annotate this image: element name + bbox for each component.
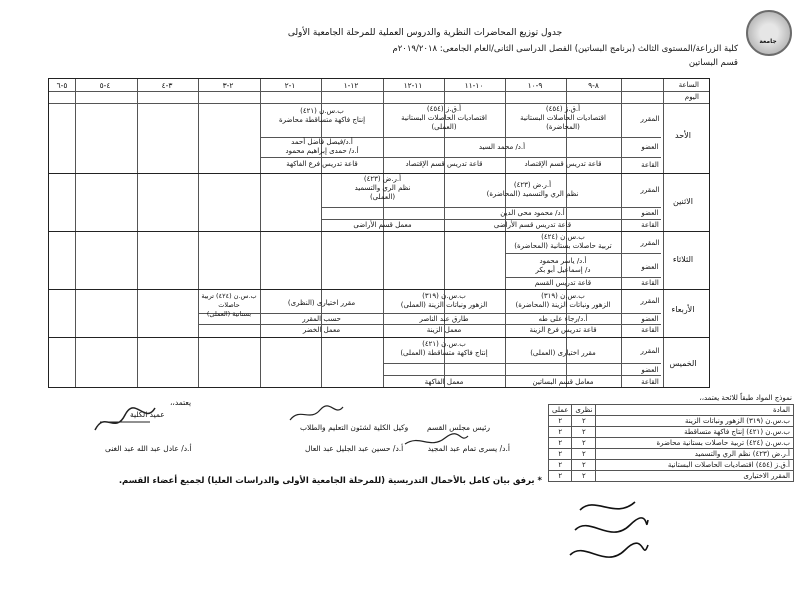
row-label-course: المقرر (640, 115, 660, 123)
corner-hour: الساعة (678, 81, 699, 89)
legend-header: نظرى (572, 405, 596, 416)
vice-dean-signature (285, 402, 345, 426)
course-block: ب.س.ن (٤٢١) إنتاج فاكهة متساقطة (العملى) (400, 340, 488, 357)
row-label-course: المقرر (640, 347, 660, 355)
day-monday: الاثنين (673, 197, 693, 206)
row-label-course: المقرر (640, 186, 660, 194)
dean-approve: يعتمد،، (170, 398, 192, 407)
table-row: المقرر الاختيارى ٢ ٢ (549, 471, 794, 482)
footnote: * يرفق بيان كامل بالأحمال التدريسية (للمرحلة الجامعية الأولى والدراسات العليا) لجميع أعضاء القسم. (118, 476, 542, 486)
header-subtitle: كلية الزراعة/المستوى الثالث (برنامج البساتين) الفصل الدراسى الثانى/العام الجامعى: ٢٠١٩/٢٠١٨م (392, 44, 738, 54)
table-row: ب.س.ن (٣١٩) الزهور ونباتات الزينة ٢ ٢ (549, 416, 794, 427)
department-head-title: رئيس مجلس القسم (426, 423, 490, 432)
table-row: أ.ق.ز (٤٥٤) اقتصاديات الحاصلات البستانية ٢ ٢ (549, 460, 794, 471)
slot-header: ٣-٤ (161, 81, 173, 90)
member-cell: حسب المقرر (302, 315, 341, 323)
timetable (48, 78, 710, 388)
member-cell: أ.د/رجاء على طه (538, 315, 588, 323)
legend-caption: نموذج المواد طبقاً للائحة يعتمد،، (699, 394, 792, 402)
slot-header: ٤-٥ (99, 81, 111, 90)
slot-header: ١-٢ (284, 81, 296, 90)
course-block: أ.ر.ض (٤٢٣) نظم الري والتسميد (العملى) (354, 175, 411, 201)
dean-title: عميد الكلية (130, 410, 165, 419)
university-logo (746, 10, 792, 56)
vice-dean-name: أ.د/ حسين عبد الجليل عبد العال (305, 444, 404, 453)
slot-header: ١١-١٢ (403, 81, 423, 90)
hall-cell: قاعة تدريس القسم (534, 279, 592, 287)
day-thursday: الخميس (669, 359, 697, 368)
row-label-hall: القاعة (641, 378, 659, 386)
slot-header: ١٠-١١ (464, 81, 484, 90)
course-block: مقرر اختيارى (النظرى) (287, 299, 356, 307)
hall-cell: قاعة تدريس قسم الإقتصاد (405, 160, 483, 168)
page-title: جدول توزيع المحاضرات النظرية والدروس العملية للمرحلة الجامعية الأولى (287, 28, 563, 38)
department-name: قسم البساتين (688, 58, 738, 68)
hall-cell: معمل قسم الأراضى (353, 221, 412, 229)
course-block: ب.س.ن (٤٢٤) تربية حاصلات بستانية (العملى) (201, 292, 257, 318)
hall-cell: قاعة تدريس قسم الإقتصاد (524, 160, 602, 168)
course-block: أ.ر.ض (٤٢٣) نظم الري والتسميد (المحاضرة) (486, 181, 579, 198)
slot-header: ١٢-١ (343, 81, 359, 90)
row-label-course: المقرر (640, 239, 660, 247)
course-block: مقرر اختيارى (العملى) (530, 349, 596, 357)
table-row: أ.ر.ض (٤٢٣) نظم الري والتسميد ٢ ٢ (549, 449, 794, 460)
hall-cell: معمل الخضر (302, 326, 341, 334)
member-cell: طارق عبد الناصر (419, 315, 469, 323)
member-cell: أ.د/ ياسر محمود د/ إسماعيل أبو بكر (535, 257, 591, 274)
hall-cell: معمل الزينة (426, 326, 462, 334)
course-block: أ.ق.ز (٤٥٤) اقتصاديات الحاصلات البستانية (العملى) (401, 105, 487, 131)
dean-signature (90, 400, 160, 440)
row-label-hall: القاعة (641, 221, 659, 229)
legend-header: المادة (596, 405, 794, 416)
row-label-member: العضو (641, 263, 659, 271)
member-cell: أ.د/فيصل فاضل أحمد أ.د/ حمدى إبراهيم محمود (285, 138, 359, 155)
member-cell: أ.د/ محمد السيد (478, 143, 526, 151)
course-block: ب.س.ن (٣١٩) الزهور ونباتات الزينة (العملى) (400, 292, 488, 309)
table-row: ب.س.ن (٤٢٤) تربية حاصلات بستانية محاضرة ٢ ٢ (549, 438, 794, 449)
course-block: أ.ق.ز (٤٥٤) اقتصاديات الحاصلات البستانية (المحاضرة) (520, 105, 606, 131)
vice-dean-title: وكيل الكلية لشئون التعليم والطلاب (300, 423, 409, 432)
slot-header: ٢-٣ (222, 81, 234, 90)
hall-cell: قاعة تدريس قسم الأراضى (493, 221, 572, 229)
course-block: ب.س.ن (٤٢٤) تربية حاصلات بستانية (المحاضرة) (514, 233, 612, 250)
table-row: ب.س.ن (٤٢١) إنتاج فاكهة متساقطة ٢ ٢ (549, 427, 794, 438)
course-legend-table (548, 404, 794, 482)
row-label-course: المقرر (640, 297, 660, 305)
handwritten-signature (560, 490, 650, 575)
row-label-hall: القاعة (641, 326, 659, 334)
row-label-member: العضو (641, 366, 659, 374)
row-label-hall: القاعة (641, 161, 659, 169)
day-wednesday: الأربعاء (671, 305, 695, 314)
member-cell: أ.د/ محمود محى الدين (500, 209, 565, 217)
department-head-signature (400, 432, 470, 452)
row-label-hall: القاعة (641, 279, 659, 287)
logo-label: جامعة (759, 38, 777, 45)
course-block: ب.س.ن (٣١٩) الزهور ونباتات الزينة (المحاضرة) (515, 292, 611, 309)
course-block: ب.س.ن (٤٢١) إنتاج فاكهة متساقطة محاضرة (278, 107, 366, 124)
row-label-member: العضو (641, 209, 659, 217)
hall-cell: قاعة تدريس فرع الفاكهة (286, 160, 358, 168)
row-label-member: العضو (641, 315, 659, 323)
day-sunday: الأحد (675, 131, 691, 140)
hall-cell: معامل قسم البساتين (532, 378, 594, 386)
slot-header: ٨-٩ (588, 81, 599, 90)
corner-day: اليوم (684, 93, 699, 101)
hall-cell: قاعة تدريس فرع الزينة (529, 326, 597, 334)
hall-cell: معمل الفاكهة (424, 378, 464, 386)
department-head-name: أ.د/ يسرى تمام عبد المجيد (427, 444, 510, 453)
legend-header: عملى (549, 405, 572, 416)
slot-header: ٩-١٠ (527, 81, 543, 90)
slot-header: ٥-٦ (56, 81, 68, 90)
day-tuesday: الثلاثاء (672, 255, 694, 264)
row-label-member: العضو (641, 143, 659, 151)
dean-name: أ.د/ عادل عبد الله عبد الغنى (105, 444, 192, 453)
